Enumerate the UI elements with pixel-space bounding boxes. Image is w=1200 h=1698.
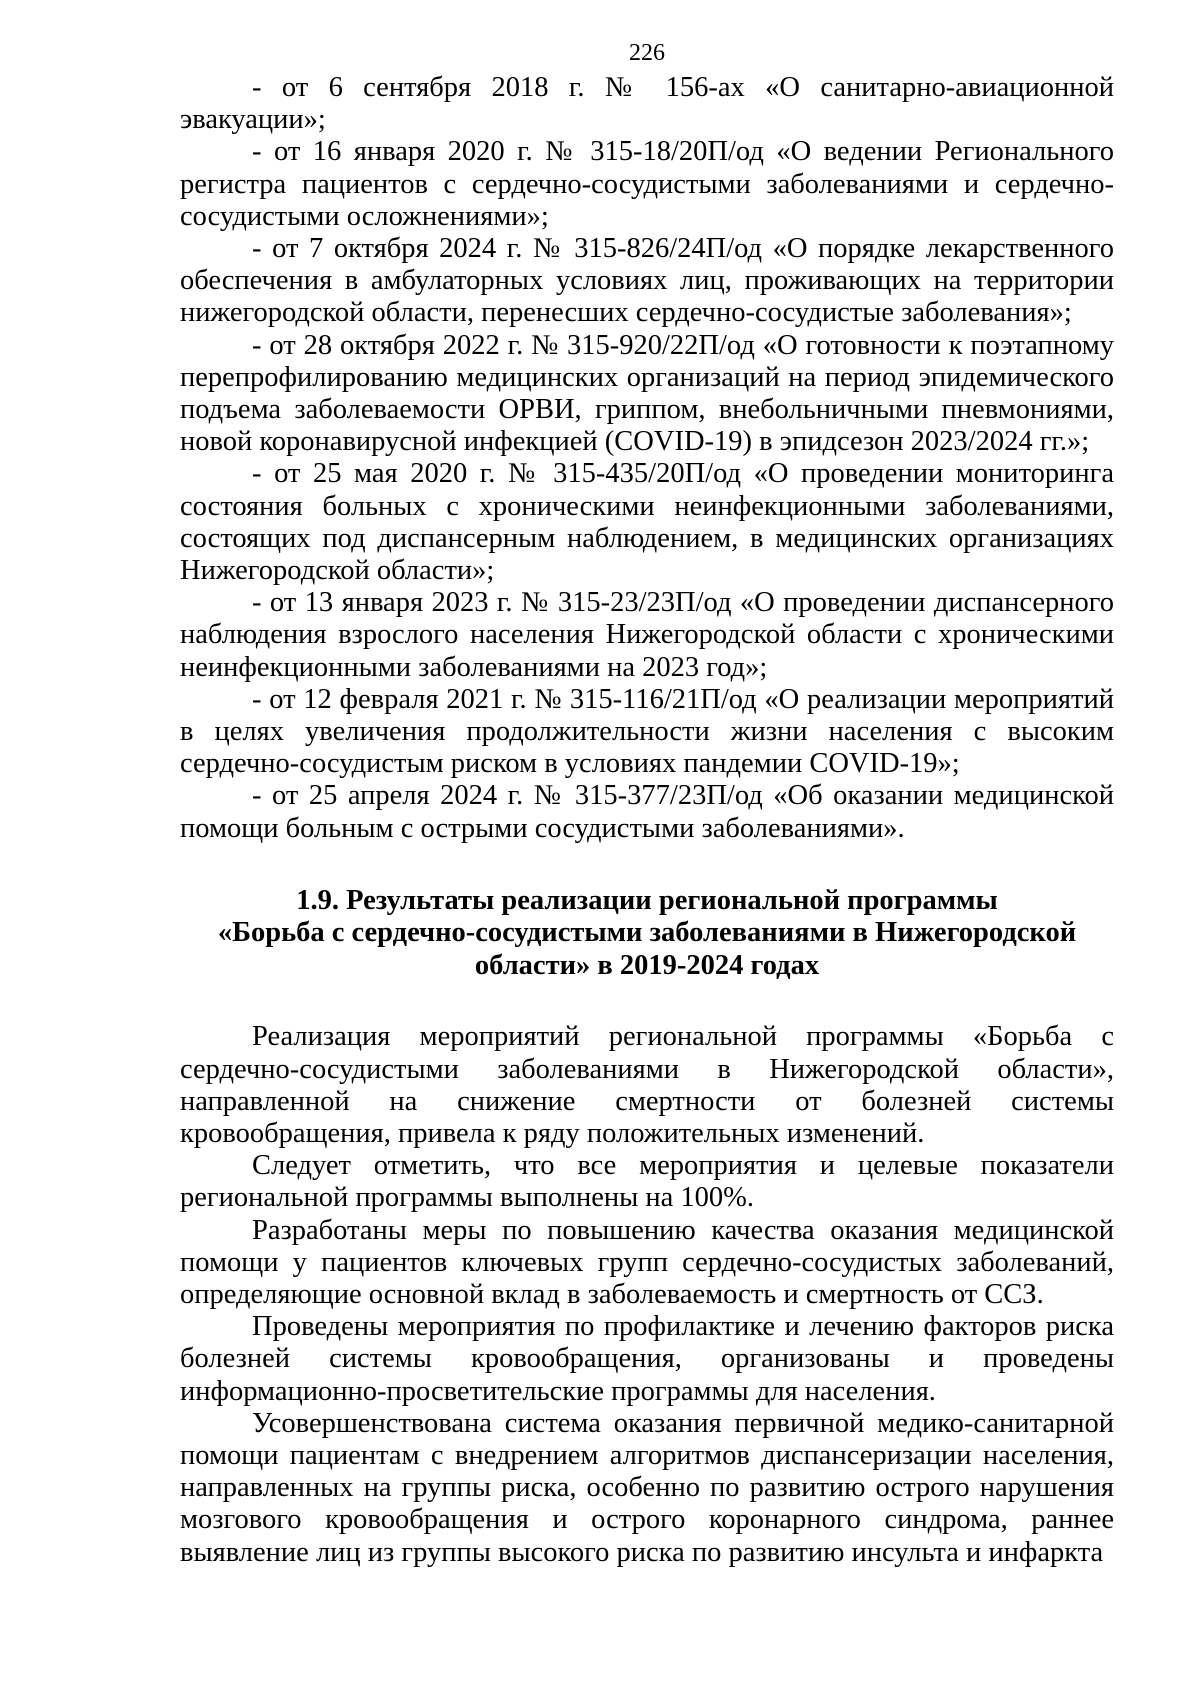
page-number: 226 bbox=[629, 40, 665, 66]
list-item: - от 6 сентября 2018 г. № 156-ах «О санитарно-авиационной эвакуации»; bbox=[180, 72, 1114, 136]
list-item: - от 28 октября 2022 г. № 315-920/22П/од «О готовности к поэтапному перепрофилированию медицинских организаций на период эпидемического подъема заболеваемости ОРВИ, гриппом, внебольничными пневмониями, новой коронавирусной инфекцией (COVID-19) в эпидсезон 2023/2024 гг.»; bbox=[180, 329, 1114, 458]
section-heading-line: 1.9. Результаты реализации региональной программы bbox=[296, 884, 998, 916]
list-item: - от 25 мая 2020 г. № 315-435/20П/од «О проведении мониторинга состояния больных с хроническими неинфекционными заболеваниями, состоящих под диспансерным наблюдением, в медицинских организациях Нижегородской области»; bbox=[180, 458, 1114, 587]
list-item: - от 7 октября 2024 г. № 315-826/24П/од «О порядке лекарственного обеспечения в амбулаторных условиях лиц, проживающих на территории нижегородской области, перенесших сердечно-сосудистые заболевания»; bbox=[180, 233, 1114, 329]
body-paragraph: Следует отметить, что все мероприятия и целевые показатели региональной программы выполнены на 100%. bbox=[180, 1150, 1114, 1214]
body-paragraph: Усовершенствована система оказания первичной медико-санитарной помощи пациентам с внедрением алгоритмов диспансеризации населения, направленных на группы риска, особенно по развитию острого нарушения мозгового кровообращения и острого коронарного синдрома, раннее выявление лиц из группы высокого риска по развитию инсульта и инфаркта bbox=[180, 1407, 1114, 1568]
list-item: - от 16 января 2020 г. № 315-18/20П/од «О ведении Регионального регистра пациентов с сердечно-сосудистыми заболеваниями и сердечно-сосудистыми осложнениями»; bbox=[180, 136, 1114, 232]
list-item: - от 13 января 2023 г. № 315-23/23П/од «О проведении диспансерного наблюдения взрослого населения Нижегородской области с хроническими неинфекционными заболеваниями на 2023 год»; bbox=[180, 587, 1114, 683]
section-heading-line: области» в 2019-2024 годах bbox=[474, 949, 820, 981]
body-paragraph: Реализация мероприятий региональной программы «Борьба с сердечно-сосудистыми заболеваниями в Нижегородской области», направленной на снижение смертности от болезней системы кровообращения, привела к ряду положительных изменений. bbox=[180, 1021, 1114, 1149]
list-item: - от 12 февраля 2021 г. № 315-116/21П/од «О реализации мероприятий в целях увеличения продолжительности жизни населения с высоким сердечно-сосудистым риском в условиях пандемии COVID-19»; bbox=[180, 683, 1114, 780]
section-heading bbox=[180, 885, 1114, 983]
regulation-list bbox=[180, 72, 1114, 845]
section-heading-line: «Борьба с сердечно-сосудистыми заболеваниями в Нижегородской bbox=[217, 917, 1077, 949]
document-page bbox=[180, 38, 1114, 1569]
body-paragraph: Разработаны меры по повышению качества оказания медицинской помощи у пациентов ключевых групп сердечно-сосудистых заболеваний, определяющие основной вклад в заболеваемость и смертность от ССЗ. bbox=[180, 1214, 1114, 1310]
section-body bbox=[180, 1021, 1114, 1568]
body-paragraph: Проведены мероприятия по профилактике и лечению факторов риска болезней системы кровообращения, организованы и проведены информационно-просветительские программы для населения. bbox=[180, 1311, 1114, 1407]
list-item: - от 25 апреля 2024 г. № 315-377/23П/од «Об оказании медицинской помощи больным с острыми сосудистыми заболеваниями». bbox=[180, 780, 1114, 844]
